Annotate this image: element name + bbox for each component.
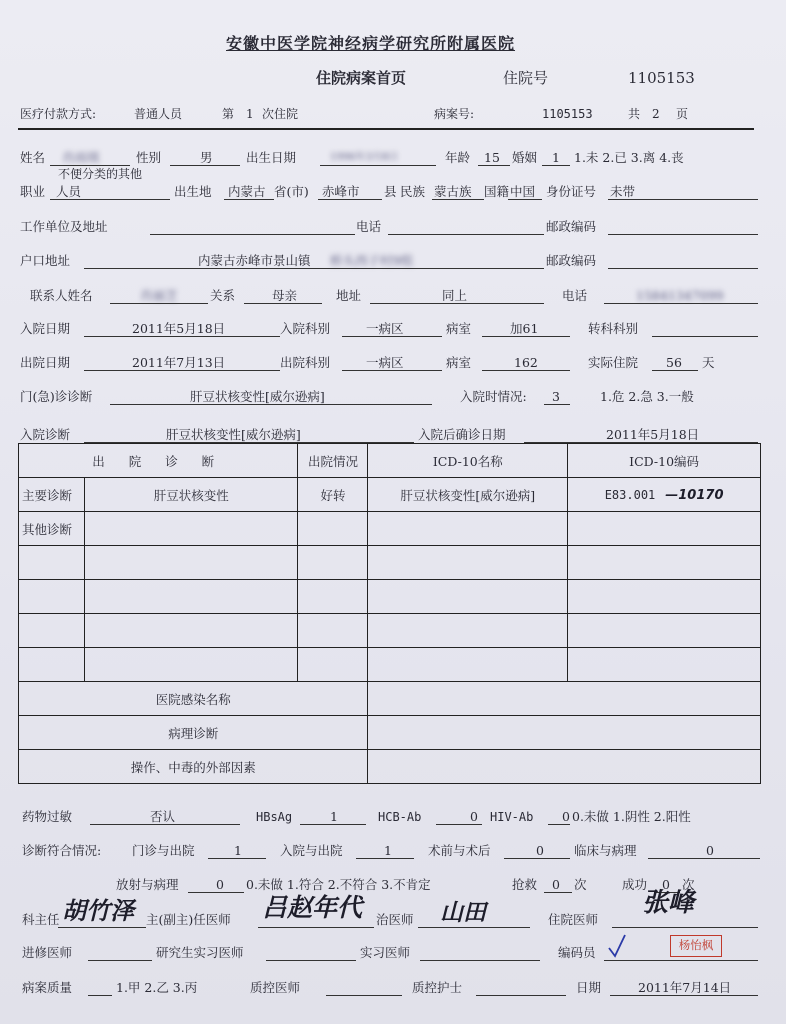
qc-nurse-line (476, 995, 566, 996)
household-label: 户口地址 (20, 253, 71, 268)
adm-dis-line (356, 858, 414, 859)
check-mark-icon (606, 932, 628, 960)
address-value: 同上 (442, 288, 468, 303)
main-diag-label: 主要诊断 (19, 478, 85, 512)
id-value: 未带 (610, 184, 636, 199)
resident-label: 住院医师 (548, 912, 599, 927)
doctor-stamp: 杨怡枫 (670, 935, 722, 957)
marriage-value: 1 (552, 150, 560, 165)
relation-line (244, 303, 322, 304)
postal2-label: 邮政编码 (546, 253, 597, 268)
hiv-line (548, 824, 570, 825)
occupation-value: 人员 (56, 184, 82, 199)
op-dis-line (208, 858, 266, 859)
marriage-label: 婚姻 (512, 150, 538, 165)
hbsag-value: 1 (330, 809, 338, 824)
nationality-line (508, 199, 542, 200)
record-no: 1105153 (542, 107, 593, 121)
postal-line (608, 234, 758, 235)
qc-doctor-label: 质控医师 (250, 980, 301, 995)
chief-line (258, 927, 374, 928)
table-cell (84, 648, 298, 682)
discharge-date-line (84, 370, 280, 371)
discharge-dept-label: 出院科别 (280, 355, 331, 370)
household-blurred: 桥头西子村9组 (330, 253, 413, 268)
main-icd-handwritten: —10170 (665, 487, 724, 503)
actual-days: 56 (666, 355, 682, 370)
test-options: 0.未做 1.阴性 2.阳性 (572, 809, 691, 824)
chief-signature: 吕赵年代 (262, 893, 363, 922)
pathology-label: 病理诊断 (19, 716, 368, 750)
admit-date-line (84, 336, 280, 337)
outpatient-label: 门(急)诊诊断 (20, 389, 93, 404)
pages-prefix: 共 (628, 107, 641, 121)
header-divider (18, 128, 754, 130)
age-line (478, 165, 510, 166)
external-value (368, 750, 761, 784)
marriage-options: 1.未 2.已 3.离 4.丧 (574, 150, 684, 165)
table-row-pathology (19, 716, 761, 750)
table-cell (368, 614, 568, 648)
preop-value: 0 (536, 843, 544, 858)
date-label: 日期 (576, 980, 602, 995)
table-cell (368, 546, 568, 580)
infection-label: 医院感染名称 (19, 682, 368, 716)
outpatient-diag: 肝豆状核变性[威尔逊病] (190, 389, 325, 404)
rad-path-line (188, 892, 244, 893)
contact-phone-line (604, 303, 758, 304)
table-cell (368, 648, 568, 682)
birthplace-province-line (224, 199, 274, 200)
coder-label: 编码员 (558, 945, 596, 960)
form-title: 住院病案首页 (316, 69, 407, 87)
table-row (19, 546, 761, 580)
id-label: 身份证号 (546, 184, 597, 199)
date-line (610, 995, 758, 996)
hbsag-line (300, 824, 366, 825)
table-row-infection (19, 682, 761, 716)
admit-ward-line (482, 336, 570, 337)
hbsag-label: HBsAg (256, 810, 293, 824)
quality-label: 病案质量 (22, 980, 73, 995)
allergy-value: 否认 (150, 809, 176, 824)
id-line (608, 199, 758, 200)
address-label: 地址 (336, 288, 362, 303)
occupation-label: 职业 (20, 184, 46, 199)
sex-value: 男 (200, 150, 213, 165)
rescue-value: 0 (552, 877, 560, 892)
table-cell (568, 512, 761, 546)
admission-no-label: 住院号 (503, 69, 549, 87)
grad-line (266, 960, 356, 961)
admit-diag: 肝豆状核变性[威尔逊病] (166, 427, 301, 442)
pages-no: 2 (652, 107, 660, 121)
birthplace-province: 内蒙古 (228, 184, 266, 199)
dob-line (320, 165, 436, 166)
household-value: 内蒙古赤峰市景山镇 (198, 253, 311, 268)
table-header-row (19, 444, 761, 478)
table-cell (568, 546, 761, 580)
payment-label: 医疗付款方式: (20, 107, 97, 121)
relation-value: 母亲 (272, 288, 298, 303)
clin-path-label: 临床与病理 (574, 843, 637, 858)
county-label: 县 (384, 184, 397, 199)
table-cell (84, 512, 298, 546)
table-cell (298, 614, 368, 648)
table-row (19, 614, 761, 648)
condition-options: 1.危 2.急 3.一般 (600, 389, 694, 404)
table-row-main (19, 478, 761, 512)
table-cell (298, 580, 368, 614)
grad-label: 研究生实习医师 (156, 945, 244, 960)
intern-line (420, 960, 540, 961)
ethnicity-line (432, 199, 484, 200)
relation-label: 关系 (210, 288, 236, 303)
table-cell (84, 614, 298, 648)
adm-dis-label: 入院与出院 (280, 843, 343, 858)
table-cell (568, 648, 761, 682)
other-diag-label: 其他诊断 (19, 512, 85, 546)
preop-label: 术前与术后 (428, 843, 491, 858)
sex-label: 性别 (136, 150, 162, 165)
occupation-line (50, 199, 170, 200)
hiv-label: HIV-Ab (490, 810, 534, 824)
infection-value (368, 682, 761, 716)
table-cell (19, 546, 85, 580)
name-label: 姓名 (20, 150, 46, 165)
dob-value: 1996年3月8日 (330, 152, 399, 163)
admission-no: 1105153 (628, 69, 695, 87)
director-line (58, 927, 146, 928)
date-value: 2011年7月14日 (638, 980, 732, 995)
op-dis-label: 门诊与出院 (132, 843, 195, 858)
director-signature: 胡竹泽 (62, 897, 134, 925)
transfer-label: 转科科别 (588, 321, 639, 336)
admit-date-label: 入院日期 (20, 321, 71, 336)
birthplace-county: 赤峰市 (322, 184, 360, 199)
attending-signature: 山田 (440, 900, 486, 926)
fellow-line (88, 960, 152, 961)
preop-line (504, 858, 570, 859)
table-cell (568, 580, 761, 614)
table-cell (19, 614, 85, 648)
table-cell (298, 512, 368, 546)
table-row-external (19, 750, 761, 784)
rescue-line (544, 892, 572, 893)
confirm-date: 2011年5月18日 (606, 427, 700, 442)
discharge-ward: 162 (514, 355, 538, 370)
address-line (370, 303, 544, 304)
table-row (19, 580, 761, 614)
discharge-ward-line (482, 370, 570, 371)
admit-condition-line (544, 404, 570, 405)
quality-options: 1.甲 2.乙 3.丙 (116, 980, 198, 995)
chief-label: 主(副主)任医师 (146, 912, 231, 927)
success-value: 0 (662, 877, 670, 892)
contact-value: 肖丽芝 (140, 288, 178, 303)
discharge-diagnosis-table (18, 443, 761, 784)
external-label: 操作、中毒的外部因素 (19, 750, 368, 784)
contact-phone-label: 电话 (562, 288, 588, 303)
table-row (19, 512, 761, 546)
table-cell (19, 648, 85, 682)
hiv-value: 0 (562, 809, 570, 824)
postal-label: 邮政编码 (546, 219, 597, 234)
visit-prefix: 第 (222, 107, 235, 121)
quality-line (88, 995, 112, 996)
table-cell (368, 512, 568, 546)
pathology-value (368, 716, 761, 750)
table-cell (19, 580, 85, 614)
admit-condition: 3 (552, 389, 560, 404)
header-icd-code: ICD-10编码 (568, 444, 761, 478)
phone-line (388, 234, 544, 235)
qc-nurse-label: 质控护士 (412, 980, 463, 995)
director-label: 科主任 (22, 912, 60, 927)
attending-line (418, 927, 530, 928)
main-icd-code: E83.001 (604, 487, 656, 502)
clin-path-line (648, 858, 760, 859)
concordance-label: 诊断符合情况: (22, 843, 102, 858)
record-no-label: 病案号: (434, 107, 475, 121)
main-status: 好转 (298, 478, 368, 512)
ward-label: 病室 (446, 321, 472, 336)
work-line (150, 234, 355, 235)
birthplace-label: 出生地 (174, 184, 212, 199)
phone-label: 电话 (356, 219, 382, 234)
nationality-value: 中国 (510, 184, 536, 199)
header-icd-name: ICD-10名称 (368, 444, 568, 478)
coder-line (604, 960, 758, 961)
visit-suffix: 次住院 (262, 107, 299, 121)
pages-suffix: 页 (676, 107, 689, 121)
hospital-name: 安徽中医学院神经病学研究所附属医院 (226, 34, 516, 53)
concordance-options: 0.未做 1.符合 2.不符合 3.不肯定 (246, 877, 431, 892)
resident-line (612, 927, 758, 928)
qc-doctor-line (326, 995, 402, 996)
outpatient-line (110, 404, 432, 405)
table-cell (568, 614, 761, 648)
days-unit: 天 (702, 355, 715, 370)
times1: 次 (574, 877, 587, 892)
ethnicity-value: 蒙古族 (434, 184, 472, 199)
hcb-line (436, 824, 482, 825)
main-icd-code-cell (568, 478, 761, 512)
table-cell (298, 546, 368, 580)
rescue-label: 抢救 (512, 877, 538, 892)
dob-label: 出生日期 (246, 150, 297, 165)
name-value: 肖雨琪 (62, 150, 100, 165)
admit-date: 2011年5月18日 (132, 321, 226, 336)
clin-path-value: 0 (706, 843, 714, 858)
admit-ward: 加61 (510, 321, 539, 336)
resident-signature: 张峰 (642, 888, 695, 918)
discharge-date-label: 出院日期 (20, 355, 71, 370)
success-label: 成功 (622, 877, 648, 892)
admit-dept-label: 入院科别 (280, 321, 331, 336)
allergy-label: 药物过敏 (22, 809, 73, 824)
discharge-dept: 一病区 (366, 355, 404, 370)
actual-days-line (652, 370, 698, 371)
age-label: 年龄 (445, 150, 471, 165)
hcb-label: HCB-Ab (378, 810, 422, 824)
visit-no: 1 (246, 107, 254, 121)
header-status: 出院情况 (298, 444, 368, 478)
table-row (19, 648, 761, 682)
discharge-date: 2011年7月13日 (132, 355, 226, 370)
household-line (84, 268, 544, 269)
admit-condition-label: 入院时情况: (460, 389, 527, 404)
payment-value: 普通人员 (134, 107, 183, 121)
rad-path-value: 0 (216, 877, 224, 892)
age-value: 15 (484, 150, 500, 165)
contact-label: 联系人姓名 (30, 288, 93, 303)
times2: 次 (682, 877, 695, 892)
admit-diag-label: 入院诊断 (20, 427, 71, 442)
attending-label: 治医师 (376, 912, 414, 927)
adm-dis-value: 1 (384, 843, 392, 858)
occupation-note: 不便分类的其他 (58, 167, 143, 181)
admit-dept-line (342, 336, 442, 337)
hcb-value: 0 (470, 809, 478, 824)
allergy-line (90, 824, 240, 825)
table-cell (84, 546, 298, 580)
nationality-label: 国籍 (484, 184, 510, 199)
main-diag: 肝豆状核变性 (84, 478, 298, 512)
table-cell (84, 580, 298, 614)
fellow-label: 进修医师 (22, 945, 73, 960)
confirm-date-label: 入院后确诊日期 (418, 427, 506, 442)
contact-line (110, 303, 208, 304)
marriage-line (542, 165, 570, 166)
work-label: 工作单位及地址 (20, 219, 108, 234)
ward2-label: 病室 (446, 355, 472, 370)
table-cell (298, 648, 368, 682)
ethnicity-label: 民族 (400, 184, 426, 199)
province-label: 省(市) (274, 184, 309, 199)
header-discharge-diag: 出 院 诊 断 (19, 444, 298, 478)
admit-dept: 一病区 (366, 321, 404, 336)
discharge-dept-line (342, 370, 442, 371)
sex-line (170, 165, 240, 166)
op-dis-value: 1 (234, 843, 242, 858)
table-cell (368, 580, 568, 614)
main-icd-name: 肝豆状核变性[威尔逊病] (368, 478, 568, 512)
birthplace-county-line (318, 199, 382, 200)
postal2-line (608, 268, 758, 269)
contact-phone-value: 15841347099 (636, 288, 724, 303)
transfer-line (652, 336, 758, 337)
actual-days-label: 实际住院 (588, 355, 639, 370)
rad-path-label: 放射与病理 (116, 877, 179, 892)
intern-label: 实习医师 (360, 945, 411, 960)
